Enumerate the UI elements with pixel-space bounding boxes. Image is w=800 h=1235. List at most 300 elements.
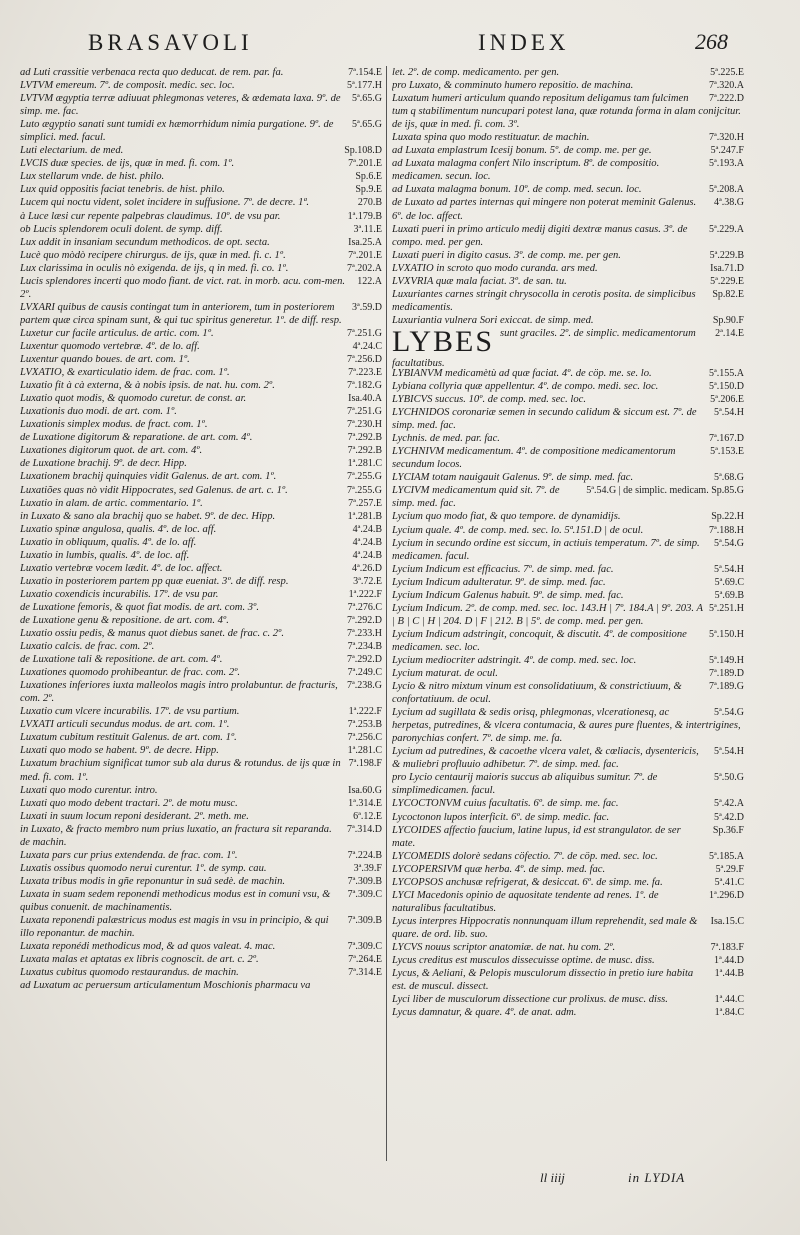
entry-reference: 7ª.224.B [347, 849, 382, 861]
entry-text: Lycus creditus est musculos dissecuisse optime. de musc. diss. [392, 955, 655, 967]
entry-text: LYCIVM medicamentum quid sit. 7º. de simp. med. fac. [392, 485, 560, 510]
entry-reference: 5ª.247.F [710, 145, 744, 157]
entry-text: Luxatiões quas nò vidit Hippocrates, sed Galenus. de art. c. 1º. [20, 484, 288, 496]
index-entry [392, 144, 744, 157]
entry-text: Lycium quo modo fiat, & quo tempore. de dynamidijs. [392, 511, 621, 523]
entry-text: pro Luxato, & comminuto humero repositio. de machina. [392, 80, 634, 92]
entry-text: Luxatum brachium significat tumor sub ala durus & rotundus. de ijs quæ in med. fi. com. 1º. [20, 758, 341, 783]
entry-text: Luxata spina quo modo restituatur. de machin. [392, 132, 590, 144]
index-entry [392, 628, 744, 654]
entry-reference: 5ª.54.G [714, 537, 744, 549]
entry-text: Luto ægyptio sanati sunt tumidi ex hæmorrhidum nimia purgatione. 9º. de simplici. med. facul. [20, 119, 334, 144]
index-entry [392, 915, 744, 941]
entry-text: LYCHNIVM medicamentum. 4º. de compositione medicamentorum secundum locos. [392, 446, 676, 471]
entry-text: ad Luxatum ac peruersum articulamentum Moschionis pharmacu va [20, 980, 311, 992]
entry-reference: 7ª.292.D [347, 654, 382, 666]
index-entry [20, 418, 382, 431]
index-entry [20, 810, 382, 823]
index-entry [20, 823, 382, 849]
entry-text: Lux stellarum vnde. de hist. philo. [20, 171, 165, 183]
entry-text: LYCVS nouus scriptor anatomiæ. de nat. hu com. 2º. [392, 942, 616, 953]
entry-reference: 7ª.264.E [348, 954, 382, 966]
entry-text: Luxationes digitorum quot. de art. com. 4º. [20, 445, 203, 457]
index-entry [392, 993, 744, 1006]
index-entry [392, 667, 744, 680]
entry-reference: 4ª.24.B [352, 523, 382, 535]
entry-text: Lycio & nitro mixtum vinum est consolidatiuum, & constrictiuum, & confortatiuum. de ocul. [392, 681, 682, 706]
entry-text: Luxatio coxendicis incurabilis. 17º. de vsu par. [20, 588, 219, 600]
index-entry [20, 236, 382, 249]
entry-text: Luxentur quando boues. de art. com. 1º. [20, 354, 190, 366]
entry-text: LVTVM emereum. 7º. de composit. medic. sec. loc. [20, 80, 235, 92]
entry-text: Luxationis duo modi. de art. com. 1º. [20, 406, 177, 418]
index-entry [392, 196, 744, 222]
index-entry [20, 484, 382, 497]
entry-reference: 7ª.309.B [347, 915, 382, 927]
index-entry [20, 79, 382, 92]
index-entry [20, 392, 382, 405]
entry-reference: 1ª.44.B [714, 968, 744, 980]
entry-text: Luxatio calcis. de frac. com. 2º. [20, 641, 155, 653]
index-entry [20, 666, 382, 679]
entry-reference: 5ª.42.D [714, 811, 744, 823]
index-entry [392, 524, 744, 537]
index-entry [20, 405, 382, 418]
index-entry [392, 484, 744, 510]
entry-text: Lycium ad sugillata & sedis orisq, phlegmonas, vlcerationesq, ac herpetas, putredines, & vlcera contumacia, & aures pure fluentes, & intertrigines, paronychias confert. 7º. de simp. me. fa. [392, 707, 741, 745]
entry-reference: Sp.36.F [712, 824, 744, 836]
entry-reference: 5ª.68.G [714, 472, 744, 484]
entry-text: Luxationes inferiores iuxta malleolos magis intro prolabuntur. de fracturis, com. 2º. [20, 680, 338, 705]
index-entry [392, 824, 744, 850]
entry-reference: 4ª.24.C [352, 340, 382, 352]
entry-text: Luxatio ossiu pedis, & manus quot diebus sanet. de frac. c. 2º. [20, 628, 284, 640]
entry-text: Luxata reponendi palæstricus modus est magis in vsu in principio, & qui illo reponantur. de machin. [20, 915, 329, 940]
entry-text: ad Luxata emplastrum Icesij bonum. 5º. de comp. me. per ge. [392, 145, 652, 157]
index-entry [20, 875, 382, 888]
index-entry [20, 170, 382, 183]
entry-reference: 7ª.198.F [348, 758, 382, 770]
entry-reference: 1ª.44.D [714, 955, 744, 967]
index-entry [392, 380, 744, 393]
entry-reference: Isa.71.D [710, 262, 744, 274]
entry-reference: 1ª.281.C [347, 745, 382, 757]
entry-reference: 1ª.222.F [348, 588, 382, 600]
entry-text: de Luxato ad partes internas qui mingere non poterat meminit Galenus. 6º. de loc. affect. [392, 197, 697, 222]
entry-reference: 7ª.255.G [347, 471, 382, 483]
entry-text: LYCI Macedonis opinio de aquositate tendente ad renes. 1º. de naturalibus facultatibus. [392, 889, 659, 914]
entry-reference: 5ª.150.H [709, 628, 744, 640]
index-entry [392, 471, 744, 484]
entry-text: ad Luxata malagma bonum. 10º. de comp. med. secun. loc. [392, 184, 642, 196]
entry-text: Lycus damnatur, & quare. 4º. de anat. adm. [392, 1007, 577, 1019]
entry-reference: 3ª.39.F [353, 862, 382, 874]
entry-text: Luxatio in alam. de artic. commentario. 1º. [20, 497, 203, 509]
entry-text: Lycoctonon lupos interficit. 6º. de simp. medic. fac. [392, 811, 610, 823]
entry-text: Luxati quo modo curentur. intro. [20, 784, 158, 796]
index-entry [20, 601, 382, 614]
entry-text: in Luxato & sano ala brachij quo se habet. 9º. de dec. Hipp. [20, 510, 276, 522]
entry-reference: 4ª.24.B [352, 549, 382, 561]
index-entry [392, 275, 744, 288]
entry-text: Luxata tribus modis in gñe reponuntur in suâ sedè. de machin. [20, 875, 286, 887]
entry-reference: Sp.22.H [711, 511, 744, 523]
index-entry [392, 445, 744, 471]
entry-reference: 7ª.201.E [348, 249, 382, 261]
entry-text: LVXVRIA quæ mala faciat. 3º. de san. tu. [392, 275, 567, 287]
page-footer [540, 1170, 760, 1190]
entry-reference: 1ª.281.B [347, 510, 382, 522]
entry-text: Luxationem brachij quinquies vidit Galenus. de art. com. 1º. [20, 471, 277, 483]
index-entry [392, 223, 744, 249]
entry-text: de Luxatione genu & repositione. de art. com. 4º. [20, 614, 229, 626]
entry-text: Luxata reponédi methodicus mod, & ad quos valeat. 4. mac. [20, 941, 276, 953]
index-entry [392, 79, 744, 92]
entry-reference: Sp.6.E [355, 171, 382, 183]
index-entry [20, 549, 382, 562]
index-entry [20, 183, 382, 196]
entry-reference: 5ª.149.H [709, 654, 744, 666]
entry-reference: 7ª.309.B [347, 875, 382, 887]
index-entry [20, 718, 382, 731]
index-entry [392, 131, 744, 144]
entry-text: Luxatio spinæ angulosa, qualis. 4º. de loc. aff. [20, 523, 217, 535]
index-entry [20, 157, 382, 170]
entry-reference: 5ª.29.F [715, 863, 744, 875]
entry-reference: Sp.108.D [344, 145, 382, 157]
left-column [20, 66, 382, 1166]
entry-reference: 1ª.314.E [348, 797, 382, 809]
entry-text: Luxatio in posteriorem partem pp quæ eueniat. 3º. de diff. resp. [20, 575, 289, 587]
index-entry [20, 249, 382, 262]
entry-text: LVXATIO, & exarticulatio idem. de frac. com. 1º. [20, 367, 230, 379]
index-entry [20, 457, 382, 470]
entry-reference: 7ª.202.A [347, 262, 382, 274]
index-entry [392, 811, 744, 824]
entry-reference: 7ª.276.C [347, 601, 382, 613]
entry-reference: 5ª.153.E [710, 446, 744, 458]
entry-reference: 7ª.182.G [347, 380, 382, 392]
index-entry [392, 367, 744, 380]
entry-reference: 5ª.206.E [710, 394, 744, 406]
entry-text: Lux quid oppositis faciat tenebris. de hist. philo. [20, 184, 225, 196]
entry-reference: 3ª.11.E [353, 223, 382, 235]
entry-text: Lycium in secundo ordine est siccum, in actiuis temperatum. 7º. de simp. medicamen. facul. [392, 537, 700, 562]
entry-reference: 7ª.309.C [347, 941, 382, 953]
index-entry [20, 744, 382, 757]
index-entry [392, 771, 744, 797]
index-entry [392, 797, 744, 810]
entry-reference: Isa.60.G [348, 784, 382, 796]
entry-text: Luxationis simplex modus. de fract. com. 1º. [20, 419, 208, 431]
index-entry [392, 249, 744, 262]
entry-text: Lucè quo mòdò recipere chirurgus. de ijs, quæ in med. fi. c. 1º. [20, 249, 286, 261]
header-section: INDEX [478, 30, 570, 55]
index-entry [20, 196, 382, 209]
entry-text: LYCOPSOS anchusæ refrigerat, & desiccat. 6º. de simp. me. fa. [392, 876, 663, 888]
entry-reference: 5ª.50.G [714, 772, 744, 784]
entry-text: Lycium quale. 4º. de comp. med. sec. lo. 5ª.151.D | de ocul. [392, 524, 644, 536]
entry-text: Luxationes quomodo prohibeantur. de frac. com. 2º. [20, 667, 241, 679]
index-entry [20, 118, 382, 144]
entry-reference: 5ª.251.H [709, 602, 744, 614]
entry-text: Lycium Indicum adstringit, concoquit, & discutit. 4º. de compositione medicamen. sec. loc. [392, 628, 687, 653]
index-entry [20, 797, 382, 810]
entry-text: Lux clarissima in oculis nò exigenda. de ijs, q in med. fi. co. 1º. [20, 262, 289, 274]
entry-text: ad Luti crassitie verbenaca recta quo deducat. de rem. par. fa. [20, 67, 284, 78]
entry-reference: 270.B [357, 197, 382, 209]
entry-reference: 7ª.251.G [347, 327, 382, 339]
index-entry [20, 940, 382, 953]
entry-reference: 5ª.54.H [714, 407, 744, 419]
entry-text: LYCOCTONVM cuius facultatis. 6º. de simp. me. fac. [392, 798, 619, 810]
entry-text: Lux addit in insaniam secundum methodicos. de opt. secta. [20, 236, 270, 248]
entry-reference: 7ª.183.F [710, 942, 744, 953]
entry-reference: 5ª.54.H [714, 563, 744, 575]
index-entry [20, 144, 382, 157]
index-entry [392, 889, 744, 915]
index-entry [20, 757, 382, 783]
index-entry [20, 705, 382, 718]
index-entry [392, 262, 744, 275]
entry-reference: 7ª.292.B [347, 445, 382, 457]
entry-reference: 5ª.69.C [714, 576, 744, 588]
entry-text: LYCHNIDOS coronariæ semen in secundo calidum & siccum est. 7º. de simp. med. fac. [392, 407, 697, 432]
index-entry [20, 784, 382, 797]
entry-text: Luxatum cubitum restituit Galenus. de art. com. 1º. [20, 732, 237, 744]
entry-reference: 1ª.222.F [348, 706, 382, 718]
index-entry [20, 966, 382, 979]
entry-reference: 1ª.44.C [714, 994, 744, 1006]
entry-reference: 5ª.208.A [709, 184, 744, 196]
header-author: BRASAVOLI [88, 30, 253, 55]
entry-text: Lycium Indicum Galenus habuit. 9º. de simp. med. fac. [392, 589, 624, 601]
index-entry [20, 862, 382, 875]
entry-reference: 7ª.309.C [347, 888, 382, 900]
entry-reference: 7ª.222.D [709, 93, 744, 105]
index-entry [20, 627, 382, 640]
column-divider [386, 66, 387, 1161]
index-entry [392, 1006, 744, 1019]
index-entry [392, 863, 744, 876]
entry-text: Luxata pars cur prius extendenda. de frac. com. 1º. [20, 849, 238, 861]
entry-text: LVXARI quibus de causis contingat tum in anteriorem, tum in posteriorem partem quæ circa spinam sunt, & qui tuc spiritus generetur. 1º. de diff. resp. [20, 301, 342, 326]
entry-text: Luxati in suum locum reponi desiderant. 2º. meth. me. [20, 810, 249, 822]
entry-text: Lycium mediocriter adstringit. 4º. de comp. med. sec. loc. [392, 654, 637, 666]
entry-text: Lycium Indicum. 2º. de comp. med. sec. loc. 143.H | 7º. 184.A | 9º. 203. A | B | C | H | 204. D | F | 212. B | 5º. de comp. med. per gen. [392, 602, 703, 627]
index-entry [392, 406, 744, 432]
entry-reference: 7ª.257.E [348, 497, 382, 509]
entry-text: LYCOIDES affectio faucium, latine lupus, id est strangulator. de ser mate. [392, 824, 681, 849]
entry-reference: 5ª.177.H [347, 80, 382, 92]
entry-reference: 5ª.65.G [352, 119, 382, 131]
index-entry [20, 588, 382, 601]
entry-text: Lyci liber de musculorum dissectione cur prolixus. de musc. diss. [392, 994, 668, 1006]
index-entry [392, 393, 744, 406]
entry-text: de Luxatione digitorum & reparatione. de art. com. 4º. [20, 432, 253, 444]
entry-reference: 5ª.150.D [709, 380, 744, 392]
index-entry [20, 353, 382, 366]
entry-reference: 7ª.320.H [709, 132, 744, 144]
entry-text: Lycium ad putredines, & cacoethe vlcera valet, & cœliacis, dysentericis, & muliebri profluuio adhibetur. 7º. de simp. med. fac. [392, 746, 699, 771]
page-number: 268 [695, 29, 728, 54]
index-entry [392, 745, 744, 771]
index-entry [20, 849, 382, 862]
index-entry [20, 327, 382, 340]
index-entry [20, 340, 382, 353]
entry-reference: 122.A [357, 275, 382, 287]
entry-reference: 7ª.314.E [348, 967, 382, 979]
entry-reference: 7ª.167.D [709, 433, 744, 445]
entry-text: Luxatio quot modis, & quomodo curetur. de const. ar. [20, 393, 247, 405]
index-entry [20, 66, 382, 79]
index-entry [392, 563, 744, 576]
index-entry [20, 301, 382, 327]
entry-text: Luxetur cur facile articulus. de artic. com. 1º. [20, 327, 214, 339]
index-entry [20, 210, 382, 223]
entry-reference: 3ª.72.E [353, 575, 382, 587]
entry-text: in Luxato, & fracto membro num prius luxatio, an fractura sit reparanda. de machin. [20, 823, 332, 848]
entry-reference: 6ª.12.E [353, 810, 382, 822]
entry-text: LVCIS duæ species. de ijs, quæ in med. fi. com. 1º. [20, 158, 235, 170]
index-entry [20, 536, 382, 549]
entry-reference: 7ª.314.D [347, 823, 382, 835]
entry-reference: Sp.9.E [355, 184, 382, 196]
index-entry [20, 444, 382, 457]
entry-text: Luxatio vertebræ vocem lædit. 4º. de loc. affect. [20, 562, 223, 574]
entry-reference: 7ª.223.E [348, 367, 382, 379]
entry-text: Luxati pueri in digito casus. 3º. de comp. me. per gen. [392, 249, 621, 261]
index-entry [392, 157, 744, 183]
entry-reference: 7ª.189.G [709, 681, 744, 693]
entry-text: Lycus, & Aeliani, & Pelopis musculorum dissectio in pretio iure habita est. de muscul. dissect. [392, 968, 694, 993]
index-entry [20, 640, 382, 653]
entry-reference: 7ª.154.E [348, 67, 382, 78]
running-header [88, 30, 728, 64]
entry-text: let. 2º. de comp. medicamento. per gen. [392, 67, 560, 78]
entry-reference: 2ª.14.E [715, 327, 744, 339]
index-entry [20, 366, 382, 379]
entry-reference: 7ª.233.H [347, 628, 382, 640]
entry-text: ad Luxata malagma confert Nilo inscriptum. 8º. de compositio. medicamen. secun. loc. [392, 158, 660, 183]
entry-text: Luxatio in obliquum, qualis. 4º. de lo. aff. [20, 536, 197, 548]
index-entry [20, 953, 382, 966]
entry-text: Luxuriantia vulnera Sori exiccat. de simp. med. [392, 314, 594, 326]
entry-reference: 7ª.292.D [347, 614, 382, 626]
index-entry [392, 92, 744, 131]
entry-reference: 5ª.229.E [710, 275, 744, 287]
signature-mark: ll iiij [540, 1170, 565, 1185]
entry-reference: 5ª.155.A [709, 367, 744, 379]
index-entry [20, 470, 382, 483]
entry-reference: 5ª.54.G [714, 707, 744, 719]
index-entry [20, 431, 382, 444]
index-entry [392, 576, 744, 589]
index-entry [392, 288, 744, 314]
entry-reference: 5ª.41.C [714, 876, 744, 888]
entry-text: Luxatio cum vlcere incurabilis. 17º. de vsu partium. [20, 706, 240, 718]
entry-text: sunt graciles. 2º. de simplic. medicamentorum facultatibus. [392, 327, 696, 369]
index-entry [20, 497, 382, 510]
index-entry [20, 562, 382, 575]
index-entry [20, 510, 382, 523]
entry-text: ob Lucis splendorem oculi dolent. de symp. diff. [20, 223, 223, 235]
entry-reference: 7ª.189.D [709, 668, 744, 680]
entry-reference: 7ª.201.E [348, 158, 382, 170]
entry-text: pro Lycio centaurij maioris succus ab aliquibus sumitur. 7º. de simplimedicamen. facul. [392, 772, 658, 797]
index-entry [20, 914, 382, 940]
entry-text: Luxentur quomodo vertebræ. 4º. de lo. aff. [20, 340, 200, 352]
index-entry [20, 223, 382, 236]
index-entry [20, 731, 382, 744]
entry-text: Luxatum humeri articulum quando repositum deligamus tam fulcimen tum q stabilimentum nuncupari potest lana, quæ rotunda forma in alam conijcitur. de ijs, quæ in med. fi. com. 3º. [392, 93, 741, 131]
entry-text: Lycus interpres Hippocratis nonnunquam illum reprehendit, sed male & quare. de ord. lib. suo. [392, 915, 698, 940]
index-entry [392, 66, 744, 79]
entry-reference: 7ª.256.D [347, 354, 382, 366]
index-entry [20, 575, 382, 588]
entry-reference: 4ª.26.D [352, 562, 382, 574]
entry-reference: 5ª.229.A [709, 223, 744, 235]
entry-text: Lycium maturat. de ocul. [392, 668, 498, 680]
entry-reference: 1ª.296.D [709, 889, 744, 901]
entry-reference: 5ª.225.E [710, 67, 744, 78]
index-entry [392, 876, 744, 889]
entry-reference: Isa.15.C [710, 915, 744, 927]
catchword: in LYDIA [628, 1170, 686, 1185]
entry-text: LVTVM ægyptia terræ adiuuat phlegmonas veteres, & œdemata laxa. 9º. de simp. me. fac. [20, 93, 341, 118]
entry-reference: 5ª.54.G | de simplic. medicam. Sp.85.G [586, 485, 744, 497]
entry-reference: Sp.90.F [712, 314, 744, 326]
index-entry [392, 706, 744, 745]
index-entry [392, 967, 744, 993]
entry-text: Luxatis ossibus quomodo nerui curentur. 1º. de symp. cau. [20, 862, 267, 874]
index-entry [392, 654, 744, 667]
entry-reference: 1ª.281.C [347, 458, 382, 470]
entry-reference: 5ª.69.B [714, 589, 744, 601]
entry-reference: 5ª.193.A [709, 158, 744, 170]
entry-reference: 1ª.84.C [714, 1007, 744, 1019]
entry-text: Luxati quo modo se habent. 9º. de decre. Hipp. [20, 745, 219, 757]
entry-text: LVXATIO in scroto quo modo curanda. ars med. [392, 262, 598, 274]
entry-text: Lycium Indicum est efficacius. 7º. de simp. med. fac. [392, 563, 614, 575]
entry-text: LVXATI articuli secundus modus. de art. com. 1º. [20, 719, 230, 731]
index-entry [392, 602, 744, 628]
entry-text: LYBICVS succus. 10º. de comp. med. sec. loc. [392, 394, 587, 406]
index-entry [392, 510, 744, 523]
index-entry [392, 941, 744, 954]
entry-text: Luxati pueri in primo articulo medij digiti dextræ manus casus. 3º. de compo. med. per gen. [392, 223, 688, 248]
entry-text: LYCIAM totam nauigauit Galenus. 9º. de simp. med. fac. [392, 472, 634, 484]
entry-text: Lybiana collyria quæ appellentur. 4º. de compo. medi. sec. loc. [392, 380, 659, 392]
entry-reference: 3ª.59.D [352, 301, 382, 313]
entry-reference: Sp.82.E [712, 288, 744, 300]
entry-reference: 4ª.38.G [714, 197, 744, 209]
index-entry [392, 680, 744, 706]
index-entry [20, 614, 382, 627]
index-entry [392, 324, 744, 369]
entry-reference: 7ª.253.B [347, 719, 382, 731]
index-entry [20, 653, 382, 666]
entry-reference: 7ª.238.G [347, 680, 382, 692]
entry-text: de Luxatione brachij. 9º. de decr. Hipp. [20, 458, 187, 470]
index-entry [20, 523, 382, 536]
entry-reference: 7ª.234.B [347, 641, 382, 653]
entry-reference: Isa.25.A [348, 236, 382, 248]
entry-reference: 7ª.292.B [347, 432, 382, 444]
entry-reference: 7ª.256.C [347, 732, 382, 744]
entry-reference: 5ª.42.A [714, 798, 744, 810]
entry-text: LYBIANVM medicamètù ad quæ faciat. 4º. de cöp. me. se. lo. [392, 367, 652, 379]
